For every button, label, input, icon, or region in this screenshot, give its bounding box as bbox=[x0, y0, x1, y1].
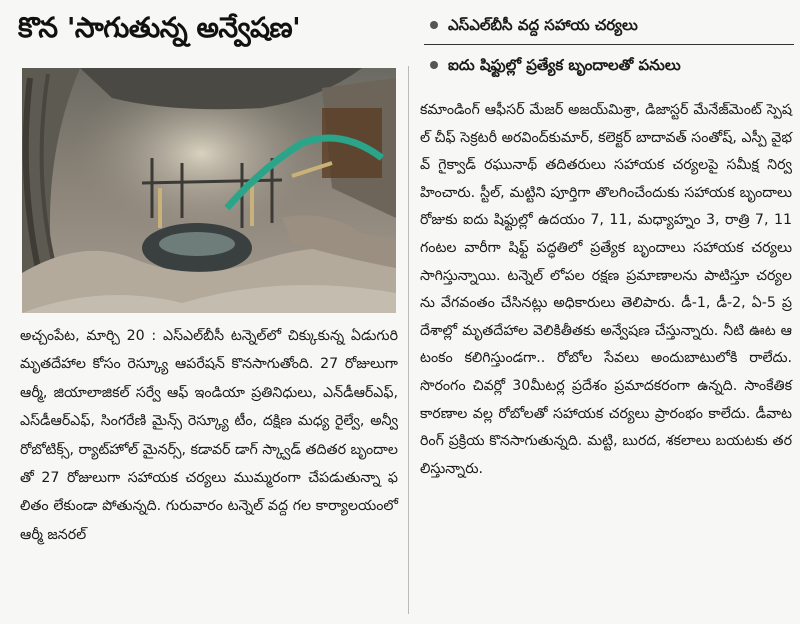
subhead-1-text: ఎస్ఎల్‌బీసీ వద్ద సహాయ చర్యలు bbox=[448, 16, 638, 34]
subhead-1 bbox=[424, 10, 796, 40]
bullet-icon bbox=[430, 61, 438, 69]
tunnel-photo bbox=[22, 68, 396, 313]
article-body-left: అచ్చంపేట, మార్చి 20 : ఎస్ఎల్‌బీసీ టన్నెల్‌లో చిక్కుకున్న ఏడుగురి మృతదేహాల కోసం రెస్క్యూ ఆపరేషన్ కొనసాగుతోంది. 27 రోజులుగా ఆర్మీ, జియాలాజికల్ సర్వే ఆఫ్ ఇండియా ప్రతినిధులు, ఎన్‌డీఆర్ఎఫ్, ఎస్‌డీఆర్ఎఫ్, సింగరేణి మైన్స్ రెస్క్యూ టీం, దక్షిణ మధ్య రైల్వే, అన్వీ రోబోటిక్స్, ర్యాట్‌హోల్ మైనర్స్, కడావర్ డాగ్ స్క్వాడ్ తదితర బృందాలతో 27 రోజులుగా సహాయక చర్యలు ముమ్మరంగా చేపడుతున్నా ఫలితం లేకుండా పోతున్నది. గురువారం టన్నెల్ వద్ద గల కార్యాలయంలో ఆర్మీ జనరల్ bbox=[20, 328, 398, 543]
subhead-2 bbox=[424, 50, 796, 80]
article-column-right bbox=[420, 97, 792, 483]
article-column-left bbox=[20, 322, 398, 549]
headline: కొన 'సాగుతున్న అన్వేషణ' bbox=[18, 11, 301, 44]
article-body-right: కమాండింగ్ ఆఫీసర్ మేజర్ అజయ్‌మిశ్రా, డిజాస్టర్ మేనేజ్‌మెంట్ స్పెషల్ చీఫ్ సెక్రటరీ అరవింద్‌కుమార్, కలెక్టర్ బాదావత్ సంతోష్, ఎస్పీ వైభవ్ గైక్వాడ్ రఘునాథ్ తదితరులు సహాయక చర్యలపై సమీక్ష నిర్వహించారు. స్టీల్, మట్టిని పూర్తిగా తొలగించేందుకు సహాయక బృందాలు రోజుకు ఐదు షిఫ్టుల్లో ఉదయం 7, 11, మధ్యాహ్నం 3, రాత్రి 7, 11గంటల వారీగా షిఫ్ట్ పద్ధతిలో ప్రత్యేక బృందాలు సహాయక చర్యలు సాగిస్తున్నాయి. టన్నెల్ లోపల రక్షణ ప్రమాణాలను పాటిస్తూ చర్యలను వేగవంతం చేసినట్లు అధికారులు తెలిపారు. డీ-1, డీ-2, ఏ-5 ప్రదేశాల్లో మృతదేహాల వెలికితీతకు అన్వేషణ చేస్తున్నారు. నీటి ఊట ఆటంకం కలిగిస్తుండగా.. రోబోల సేవలు అందుబాటులోకి రాలేదు. సొరంగం చివర్లో 30మీటర్ల ప్రదేశం ప్రమాదకరంగా ఉన్నది. సాంకేతిక కారణాల వల్ల రోబోలతో సహాయక చర్యలు ప్రారంభం కాలేదు. డీవాటరింగ్ ప్రక్రియ కొనసాగుతున్నది. మట్టి, బురద, శకలాలు బయటకు తరలిస్తున్నారు. bbox=[420, 102, 792, 477]
bullet-icon bbox=[430, 21, 438, 29]
subhead-divider bbox=[424, 44, 794, 45]
subhead-2-text: ఐదు షిఫ్టుల్లో ప్రత్యేక బృందాలతో పనులు bbox=[448, 56, 681, 74]
column-divider bbox=[408, 66, 409, 614]
